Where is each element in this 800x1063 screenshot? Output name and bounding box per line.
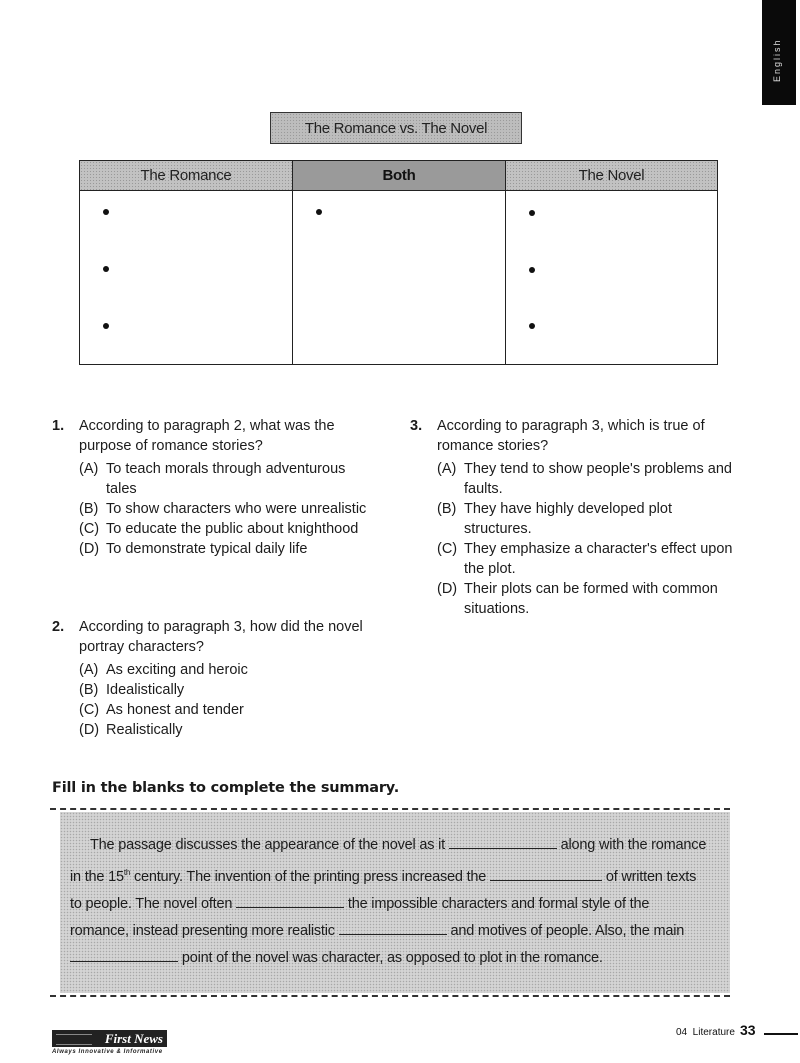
footer-rule [764, 1033, 798, 1035]
logo-tagline: Always Innovative & Informative [52, 1049, 163, 1055]
page-footer [676, 1022, 798, 1038]
option-text: They tend to show people's problems and faults. [464, 461, 732, 497]
summary-box [50, 808, 730, 997]
summary-text-segment: of written texts to people. The novel often [70, 868, 697, 912]
option-text: As exciting and heroic [106, 662, 248, 678]
option-text: To demonstrate typical daily life [106, 541, 308, 557]
novel-answer-cell[interactable] [506, 191, 717, 364]
question-number: 2. [52, 619, 65, 635]
summary-text-segment: along with the romance in the 15 [70, 837, 707, 885]
summary-heading: Fill in the blanks to complete the summary. [52, 780, 399, 796]
chapter-side-tab [762, 0, 796, 105]
answer-option-c[interactable] [437, 539, 740, 579]
summary-paragraph [70, 832, 710, 972]
romance-answer-cell[interactable] [80, 191, 293, 364]
publisher-logo [52, 1030, 167, 1047]
answer-option-c[interactable] [79, 519, 372, 539]
bullet-icon [529, 323, 535, 329]
option-letter: (B) [79, 501, 99, 517]
option-text: Realistically [106, 722, 183, 738]
option-text: To educate the public about knighthood [106, 521, 359, 537]
option-text: They have highly developed plot structures. [464, 501, 672, 537]
option-text: Idealistically [106, 682, 185, 698]
answer-option-d[interactable] [79, 720, 372, 740]
option-letter: (B) [79, 682, 99, 698]
answer-option-a[interactable] [79, 660, 372, 680]
option-letter: (C) [437, 541, 458, 557]
comparison-table [79, 160, 718, 365]
question-1 [52, 416, 372, 559]
question-text: According to paragraph 2, what was the purpose of romance stories? [79, 418, 335, 454]
page-number: 33 [739, 1022, 756, 1038]
blank-1[interactable] [449, 836, 557, 849]
ordinal-suffix: th [123, 868, 131, 877]
question-number: 3. [410, 418, 423, 434]
option-letter: (C) [79, 702, 100, 718]
option-letter: (C) [79, 521, 100, 537]
option-text: They emphasize a character's effect upon the plot. [464, 541, 733, 577]
option-letter: (A) [437, 461, 457, 477]
option-letter: (D) [79, 541, 100, 557]
bullet-icon [316, 209, 322, 215]
diagram-title: The Romance vs. The Novel [270, 112, 522, 144]
option-letter: (B) [437, 501, 457, 517]
column-header-romance: The Romance [80, 161, 293, 191]
option-text: As honest and tender [106, 702, 244, 718]
answer-option-c[interactable] [79, 700, 372, 720]
option-letter: (D) [437, 581, 458, 597]
option-letter: (D) [79, 722, 100, 738]
blank-4[interactable] [339, 922, 447, 935]
answer-option-b[interactable] [79, 680, 372, 700]
answer-option-a[interactable] [437, 459, 740, 499]
blank-3[interactable] [236, 895, 344, 908]
bullet-icon [103, 323, 109, 329]
option-letter: (A) [79, 461, 99, 477]
summary-text-segment: The passage discusses the appearance of the novel as it [90, 837, 445, 853]
option-text: To teach morals through adventurous tales [106, 461, 346, 497]
question-text: According to paragraph 3, how did the novel portray characters? [79, 619, 363, 655]
both-answer-cell[interactable] [293, 191, 506, 364]
answer-option-d[interactable] [79, 539, 372, 559]
column-header-both: Both [293, 161, 506, 191]
question-2 [52, 617, 372, 740]
logo-name: First News [104, 1030, 163, 1046]
question-number: 1. [52, 418, 65, 434]
column-header-novel: The Novel [506, 161, 717, 191]
answer-option-a[interactable] [79, 459, 372, 499]
bullet-icon [529, 267, 535, 273]
option-text: To show characters who were unrealistic [106, 501, 367, 517]
section-label: 04 Literature [676, 1027, 735, 1038]
bullet-icon [529, 210, 535, 216]
summary-text-segment: and motives of people. Also, the main [450, 922, 685, 939]
summary-text-segment: century. The invention of the printing press increased the [130, 868, 487, 885]
side-tab-label: English [772, 38, 782, 82]
question-text: According to paragraph 3, which is true of romance stories? [437, 418, 705, 454]
blank-5[interactable] [70, 949, 178, 962]
bullet-icon [103, 266, 109, 272]
logo-lines-icon [56, 1034, 92, 1045]
answer-option-b[interactable] [79, 499, 372, 519]
answer-option-b[interactable] [437, 499, 740, 539]
question-3 [410, 416, 740, 619]
option-letter: (A) [79, 662, 99, 678]
summary-text-segment: the impossible characters and formal style of the romance, instead presenting more realistic [70, 895, 650, 939]
option-text: Their plots can be formed with common situations. [464, 581, 718, 617]
blank-2[interactable] [490, 868, 602, 881]
summary-text-segment: point of the novel was character, as opposed to plot in the romance. [181, 949, 603, 966]
bullet-icon [103, 209, 109, 215]
answer-option-d[interactable] [437, 579, 740, 619]
